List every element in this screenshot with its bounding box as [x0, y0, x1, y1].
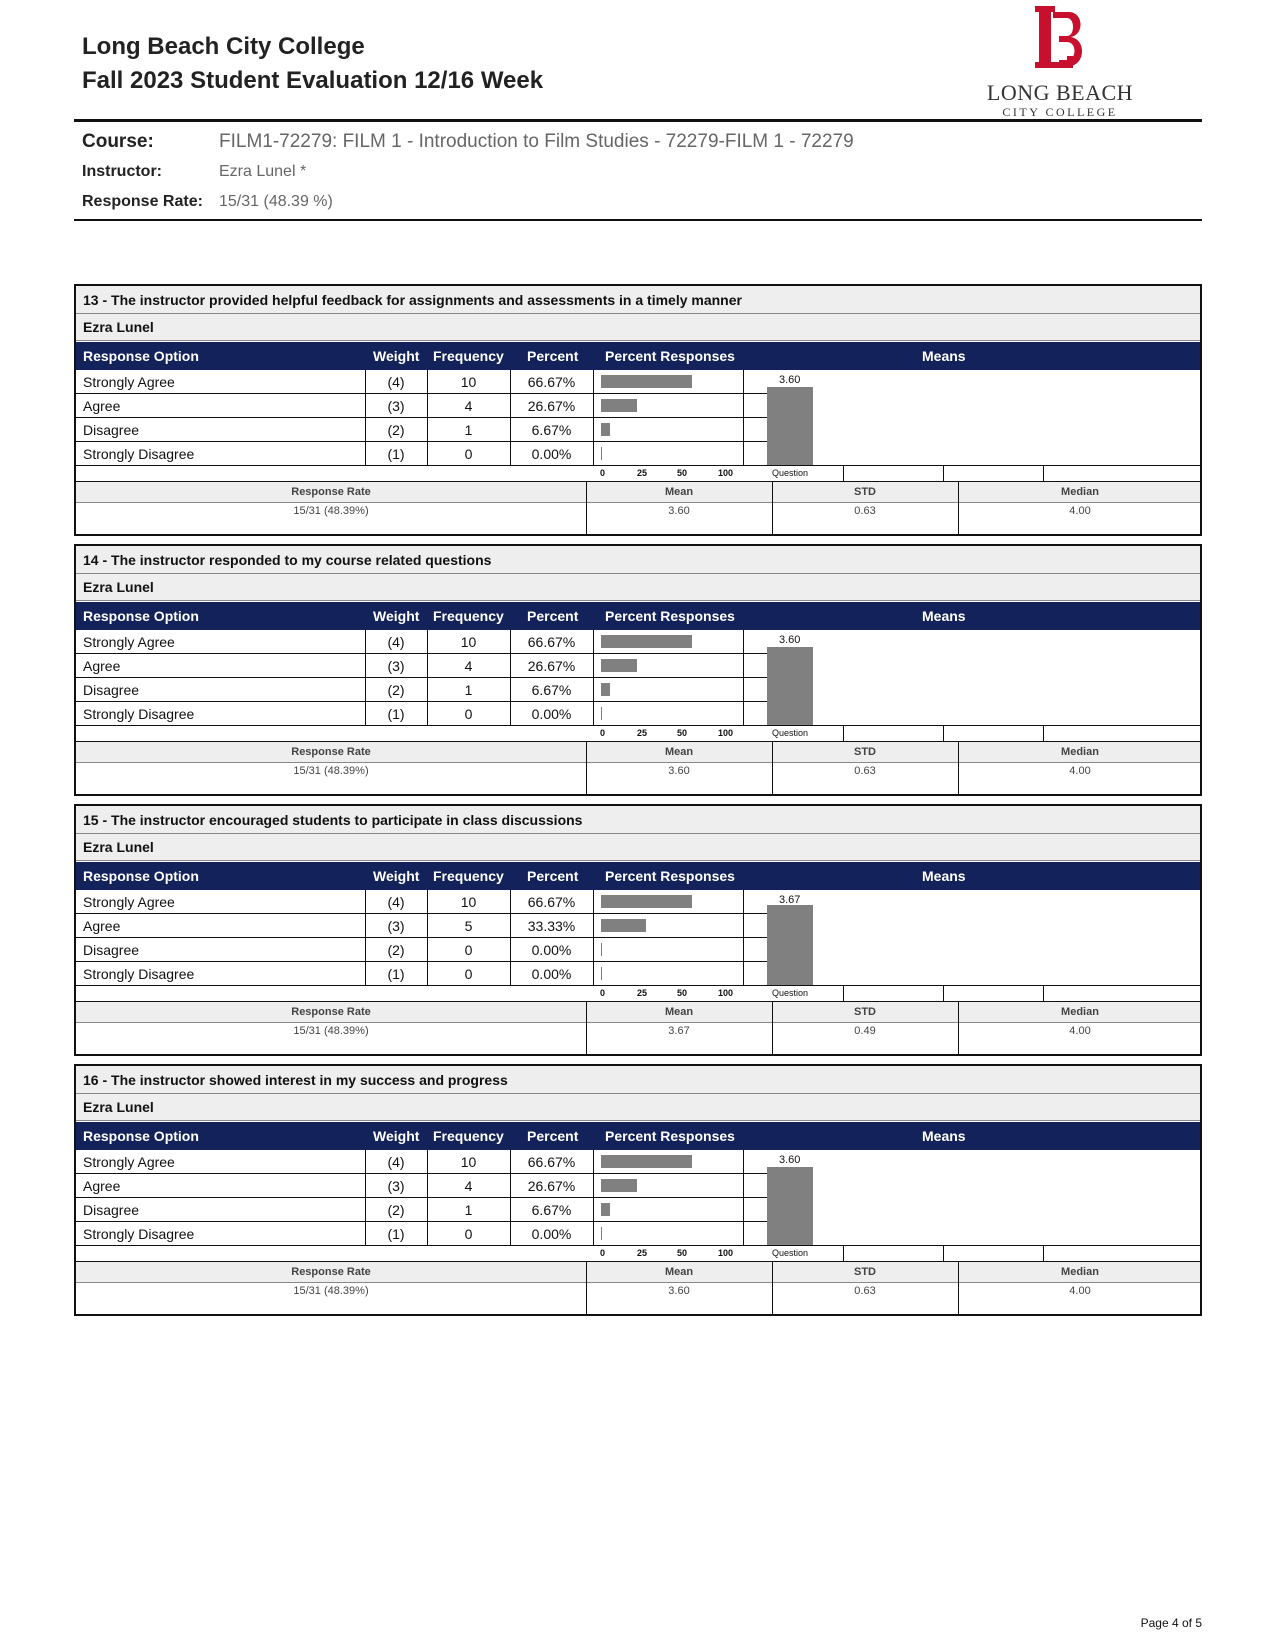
percent-response-bar — [601, 1203, 610, 1216]
summary-median-header: Median — [1061, 746, 1099, 758]
frequency-cell: 0 — [464, 706, 473, 722]
frequency-cell: 4 — [464, 658, 473, 674]
table-header — [76, 1122, 1200, 1150]
summary-std-header: STD — [854, 1006, 876, 1018]
response-option: Agree — [83, 658, 121, 674]
summary-values — [76, 1282, 1200, 1301]
summary-values — [76, 762, 1200, 781]
response-option: Strongly Agree — [83, 374, 175, 390]
col-weight: Weight — [373, 348, 420, 364]
percent-response-bar — [601, 943, 602, 956]
frequency-cell: 10 — [460, 894, 477, 910]
column-divider — [510, 370, 511, 466]
col-percent: Percent — [527, 868, 579, 884]
summary-divider — [772, 1002, 773, 1054]
col-percent: Percent — [527, 608, 579, 624]
column-divider — [593, 890, 594, 986]
percent-response-bar — [601, 919, 646, 932]
axis-divider — [843, 726, 844, 741]
percent-cell: 26.67% — [527, 1178, 576, 1194]
frequency-cell: 10 — [460, 634, 477, 650]
axis-tick: 25 — [637, 728, 648, 738]
means-divider — [743, 890, 744, 986]
axis-tick: 100 — [718, 728, 734, 738]
mean-bar-label: 3.60 — [779, 374, 801, 386]
column-divider — [593, 1150, 594, 1246]
frequency-cell: 5 — [464, 918, 473, 934]
course-value: FILM1-72279: FILM 1 - Introduction to Film Studies - 72279-FILM 1 - 72279 — [219, 131, 854, 152]
means-divider — [743, 630, 744, 726]
summary-std: 0.63 — [854, 1285, 876, 1297]
college-name: Long Beach City College — [82, 33, 365, 60]
summary-divider — [958, 1002, 959, 1054]
column-divider — [427, 1150, 428, 1246]
response-option: Strongly Disagree — [83, 446, 195, 462]
summary-mean-header: Mean — [664, 1006, 694, 1018]
summary-std-header: STD — [854, 486, 876, 498]
col-frequency: Frequency — [433, 1128, 504, 1144]
axis-tick: 50 — [677, 468, 688, 478]
question-instructor: Ezra Lunel — [76, 834, 1200, 861]
question-title: 15 - The instructor encouraged students to participate in class discussions — [76, 806, 1200, 834]
column-divider — [365, 630, 366, 726]
column-divider — [427, 630, 428, 726]
summary-header — [76, 742, 1200, 763]
college-logo — [985, 4, 1135, 122]
column-divider — [365, 890, 366, 986]
response-option: Agree — [83, 918, 121, 934]
mean-bar — [767, 387, 813, 465]
axis-divider — [943, 726, 944, 741]
col-percent: Percent — [527, 1128, 579, 1144]
percent-response-bar — [601, 707, 602, 720]
col-response-option: Response Option — [83, 868, 199, 884]
summary-median-header: Median — [1061, 1266, 1099, 1278]
summary-header — [76, 1002, 1200, 1023]
summary-divider — [772, 1262, 773, 1314]
summary-divider — [586, 1262, 587, 1314]
axis-tick: 0 — [600, 728, 606, 738]
weight-cell: (3) — [387, 658, 405, 674]
summary-divider — [958, 482, 959, 534]
percent-cell: 0.00% — [531, 942, 572, 958]
response-option: Agree — [83, 1178, 121, 1194]
axis-tick: 0 — [600, 988, 606, 998]
means-divider — [743, 1150, 744, 1246]
response-option: Strongly Agree — [83, 894, 175, 910]
summary-median: 4.00 — [1069, 1285, 1091, 1297]
weight-cell: (1) — [387, 706, 405, 722]
axis-tick: 100 — [718, 1248, 734, 1258]
chart-axis — [76, 465, 1200, 482]
question-title: 16 - The instructor showed interest in my success and progress — [76, 1066, 1200, 1094]
col-percent-responses: Percent Responses — [605, 608, 735, 624]
summary-median: 4.00 — [1069, 765, 1091, 777]
summary-mean: 3.67 — [668, 1025, 690, 1037]
axis-tick: 0 — [600, 468, 606, 478]
percent-cell: 26.67% — [527, 398, 576, 414]
col-means: Means — [922, 1128, 966, 1144]
percent-response-bar — [601, 635, 692, 648]
summary-mean: 3.60 — [668, 765, 690, 777]
meta-rule — [74, 219, 1202, 221]
weight-cell: (1) — [387, 966, 405, 982]
frequency-cell: 0 — [464, 966, 473, 982]
summary-mean: 3.60 — [668, 1285, 690, 1297]
means-axis-label: Question — [772, 1248, 809, 1258]
summary-std: 0.63 — [854, 765, 876, 777]
percent-response-bar — [601, 423, 610, 436]
frequency-cell: 1 — [464, 422, 473, 438]
weight-cell: (2) — [387, 422, 405, 438]
column-divider — [365, 370, 366, 466]
weight-cell: (4) — [387, 1154, 405, 1170]
percent-cell: 0.00% — [531, 706, 572, 722]
percent-cell: 6.67% — [531, 422, 572, 438]
col-percent-responses: Percent Responses — [605, 348, 735, 364]
percent-response-bar — [601, 683, 610, 696]
instructor-value: Ezra Lunel * — [219, 163, 307, 180]
percent-response-bar — [601, 967, 602, 980]
percent-response-bar — [601, 447, 602, 460]
weight-cell: (4) — [387, 374, 405, 390]
weight-cell: (3) — [387, 1178, 405, 1194]
column-divider — [593, 630, 594, 726]
means-axis-label: Question — [772, 468, 809, 478]
weight-cell: (4) — [387, 634, 405, 650]
weight-cell: (1) — [387, 1226, 405, 1242]
summary-mean-header: Mean — [664, 746, 694, 758]
mean-bar-label: 3.67 — [779, 894, 801, 906]
lb-logo-icon — [1029, 4, 1089, 74]
frequency-cell: 10 — [460, 374, 477, 390]
axis-divider — [843, 466, 844, 481]
axis-tick: 50 — [677, 728, 688, 738]
weight-cell: (1) — [387, 446, 405, 462]
summary-divider — [958, 742, 959, 794]
mean-bar — [767, 1167, 813, 1245]
weight-cell: (3) — [387, 398, 405, 414]
col-means: Means — [922, 868, 966, 884]
question-title: 14 - The instructor responded to my course related questions — [76, 546, 1200, 574]
response-option: Disagree — [83, 682, 140, 698]
frequency-cell: 4 — [464, 1178, 473, 1194]
axis-divider — [843, 1246, 844, 1261]
evaluation-name: Fall 2023 Student Evaluation 12/16 Week — [82, 67, 544, 94]
summary-median-header: Median — [1061, 1006, 1099, 1018]
course-label: Course: — [82, 131, 154, 152]
percent-cell: 0.00% — [531, 966, 572, 982]
summary-response-rate-header: Response Rate — [291, 1006, 371, 1018]
axis-divider — [843, 986, 844, 1001]
col-weight: Weight — [373, 1128, 420, 1144]
axis-tick: 100 — [718, 988, 734, 998]
frequency-cell: 0 — [464, 446, 473, 462]
summary-mean: 3.60 — [668, 505, 690, 517]
summary-mean-header: Mean — [664, 486, 694, 498]
percent-response-bar — [601, 895, 692, 908]
report-title — [82, 30, 543, 98]
percent-response-bar — [601, 659, 637, 672]
col-means: Means — [922, 348, 966, 364]
question-instructor: Ezra Lunel — [76, 1094, 1200, 1121]
percent-cell: 6.67% — [531, 682, 572, 698]
summary-response-rate-header: Response Rate — [291, 1266, 371, 1278]
col-frequency: Frequency — [433, 868, 504, 884]
response-option: Agree — [83, 398, 121, 414]
chart-axis — [76, 725, 1200, 742]
axis-tick: 100 — [718, 468, 734, 478]
col-response-option: Response Option — [83, 1128, 199, 1144]
summary-divider — [586, 742, 587, 794]
means-divider — [743, 370, 744, 466]
chart-axis — [76, 1245, 1200, 1262]
summary-divider — [772, 742, 773, 794]
axis-tick: 25 — [637, 1248, 648, 1258]
summary-response-rate: 15/31 (48.39%) — [293, 1285, 369, 1297]
axis-divider — [943, 986, 944, 1001]
question-block — [74, 544, 1202, 796]
mean-bar-label: 3.60 — [779, 1154, 801, 1166]
question-title: 13 - The instructor provided helpful feedback for assignments and assessments in a timely manner — [76, 286, 1200, 314]
column-divider — [510, 890, 511, 986]
response-option: Strongly Agree — [83, 1154, 175, 1170]
summary-divider — [586, 482, 587, 534]
summary-std-header: STD — [854, 746, 876, 758]
col-means: Means — [922, 608, 966, 624]
percent-cell: 66.67% — [527, 894, 576, 910]
axis-divider — [1043, 986, 1044, 1001]
percent-response-bar — [601, 1227, 602, 1240]
page-number: Page 4 of 5 — [1140, 1616, 1202, 1630]
frequency-cell: 0 — [464, 942, 473, 958]
summary-median: 4.00 — [1069, 505, 1091, 517]
column-divider — [510, 1150, 511, 1246]
summary-values — [76, 1022, 1200, 1041]
percent-cell: 33.33% — [527, 918, 576, 934]
frequency-cell: 1 — [464, 1202, 473, 1218]
response-option: Disagree — [83, 1202, 140, 1218]
question-block — [74, 284, 1202, 536]
summary-response-rate: 15/31 (48.39%) — [293, 1025, 369, 1037]
response-rate-value: 15/31 (48.39 %) — [219, 193, 333, 210]
axis-tick: 50 — [677, 988, 688, 998]
column-divider — [593, 370, 594, 466]
logo-text-long-beach: LONG BEACH — [986, 80, 1134, 105]
percent-cell: 0.00% — [531, 1226, 572, 1242]
summary-divider — [772, 482, 773, 534]
percent-response-bar — [601, 1155, 692, 1168]
weight-cell: (4) — [387, 894, 405, 910]
summary-divider — [958, 1262, 959, 1314]
summary-response-rate: 15/31 (48.39%) — [293, 505, 369, 517]
response-option: Strongly Disagree — [83, 966, 195, 982]
col-frequency: Frequency — [433, 608, 504, 624]
mean-bar — [767, 905, 813, 985]
summary-median-header: Median — [1061, 486, 1099, 498]
summary-header — [76, 1262, 1200, 1283]
summary-std-header: STD — [854, 1266, 876, 1278]
axis-tick: 25 — [637, 468, 648, 478]
col-weight: Weight — [373, 868, 420, 884]
summary-header — [76, 482, 1200, 503]
axis-divider — [1043, 466, 1044, 481]
mean-bar-label: 3.60 — [779, 634, 801, 646]
logo-text-city-college: CITY COLLEGE — [1002, 105, 1118, 119]
instructor-label: Instructor: — [82, 163, 162, 180]
frequency-cell: 10 — [460, 1154, 477, 1170]
table-header — [76, 862, 1200, 890]
col-weight: Weight — [373, 608, 420, 624]
percent-response-bar — [601, 399, 637, 412]
question-block — [74, 804, 1202, 1056]
percent-response-bar — [601, 375, 692, 388]
response-option: Strongly Agree — [83, 634, 175, 650]
summary-median: 4.00 — [1069, 1025, 1091, 1037]
response-option: Strongly Disagree — [83, 706, 195, 722]
header-rule — [74, 119, 1202, 122]
col-percent: Percent — [527, 348, 579, 364]
response-option: Disagree — [83, 942, 140, 958]
weight-cell: (2) — [387, 682, 405, 698]
axis-divider — [1043, 726, 1044, 741]
col-frequency: Frequency — [433, 348, 504, 364]
table-header — [76, 602, 1200, 630]
column-divider — [365, 1150, 366, 1246]
col-response-option: Response Option — [83, 608, 199, 624]
axis-tick: 25 — [637, 988, 648, 998]
summary-response-rate-header: Response Rate — [291, 486, 371, 498]
percent-cell: 66.67% — [527, 1154, 576, 1170]
axis-tick: 0 — [600, 1248, 606, 1258]
means-axis-label: Question — [772, 728, 809, 738]
percent-cell: 6.67% — [531, 1202, 572, 1218]
summary-response-rate: 15/31 (48.39%) — [293, 765, 369, 777]
frequency-cell: 0 — [464, 1226, 473, 1242]
means-axis-label: Question — [772, 988, 809, 998]
response-option: Strongly Disagree — [83, 1226, 195, 1242]
summary-std: 0.49 — [854, 1025, 876, 1037]
table-header — [76, 342, 1200, 370]
summary-mean-header: Mean — [664, 1266, 694, 1278]
weight-cell: (2) — [387, 942, 405, 958]
axis-divider — [943, 466, 944, 481]
response-option: Disagree — [83, 422, 140, 438]
column-divider — [427, 890, 428, 986]
summary-std: 0.63 — [854, 505, 876, 517]
percent-cell: 0.00% — [531, 446, 572, 462]
percent-response-bar — [601, 1179, 637, 1192]
question-instructor: Ezra Lunel — [76, 314, 1200, 341]
column-divider — [510, 630, 511, 726]
col-response-option: Response Option — [83, 348, 199, 364]
percent-cell: 66.67% — [527, 374, 576, 390]
axis-divider — [1043, 1246, 1044, 1261]
response-rate-label: Response Rate: — [82, 193, 203, 210]
axis-tick: 50 — [677, 1248, 688, 1258]
weight-cell: (3) — [387, 918, 405, 934]
col-percent-responses: Percent Responses — [605, 1128, 735, 1144]
question-instructor: Ezra Lunel — [76, 574, 1200, 601]
summary-divider — [586, 1002, 587, 1054]
question-block — [74, 1064, 1202, 1316]
frequency-cell: 1 — [464, 682, 473, 698]
mean-bar — [767, 647, 813, 725]
weight-cell: (2) — [387, 1202, 405, 1218]
axis-divider — [943, 1246, 944, 1261]
percent-cell: 26.67% — [527, 658, 576, 674]
column-divider — [427, 370, 428, 466]
summary-response-rate-header: Response Rate — [291, 746, 371, 758]
percent-cell: 66.67% — [527, 634, 576, 650]
frequency-cell: 4 — [464, 398, 473, 414]
summary-values — [76, 502, 1200, 521]
col-percent-responses: Percent Responses — [605, 868, 735, 884]
chart-axis — [76, 985, 1200, 1002]
